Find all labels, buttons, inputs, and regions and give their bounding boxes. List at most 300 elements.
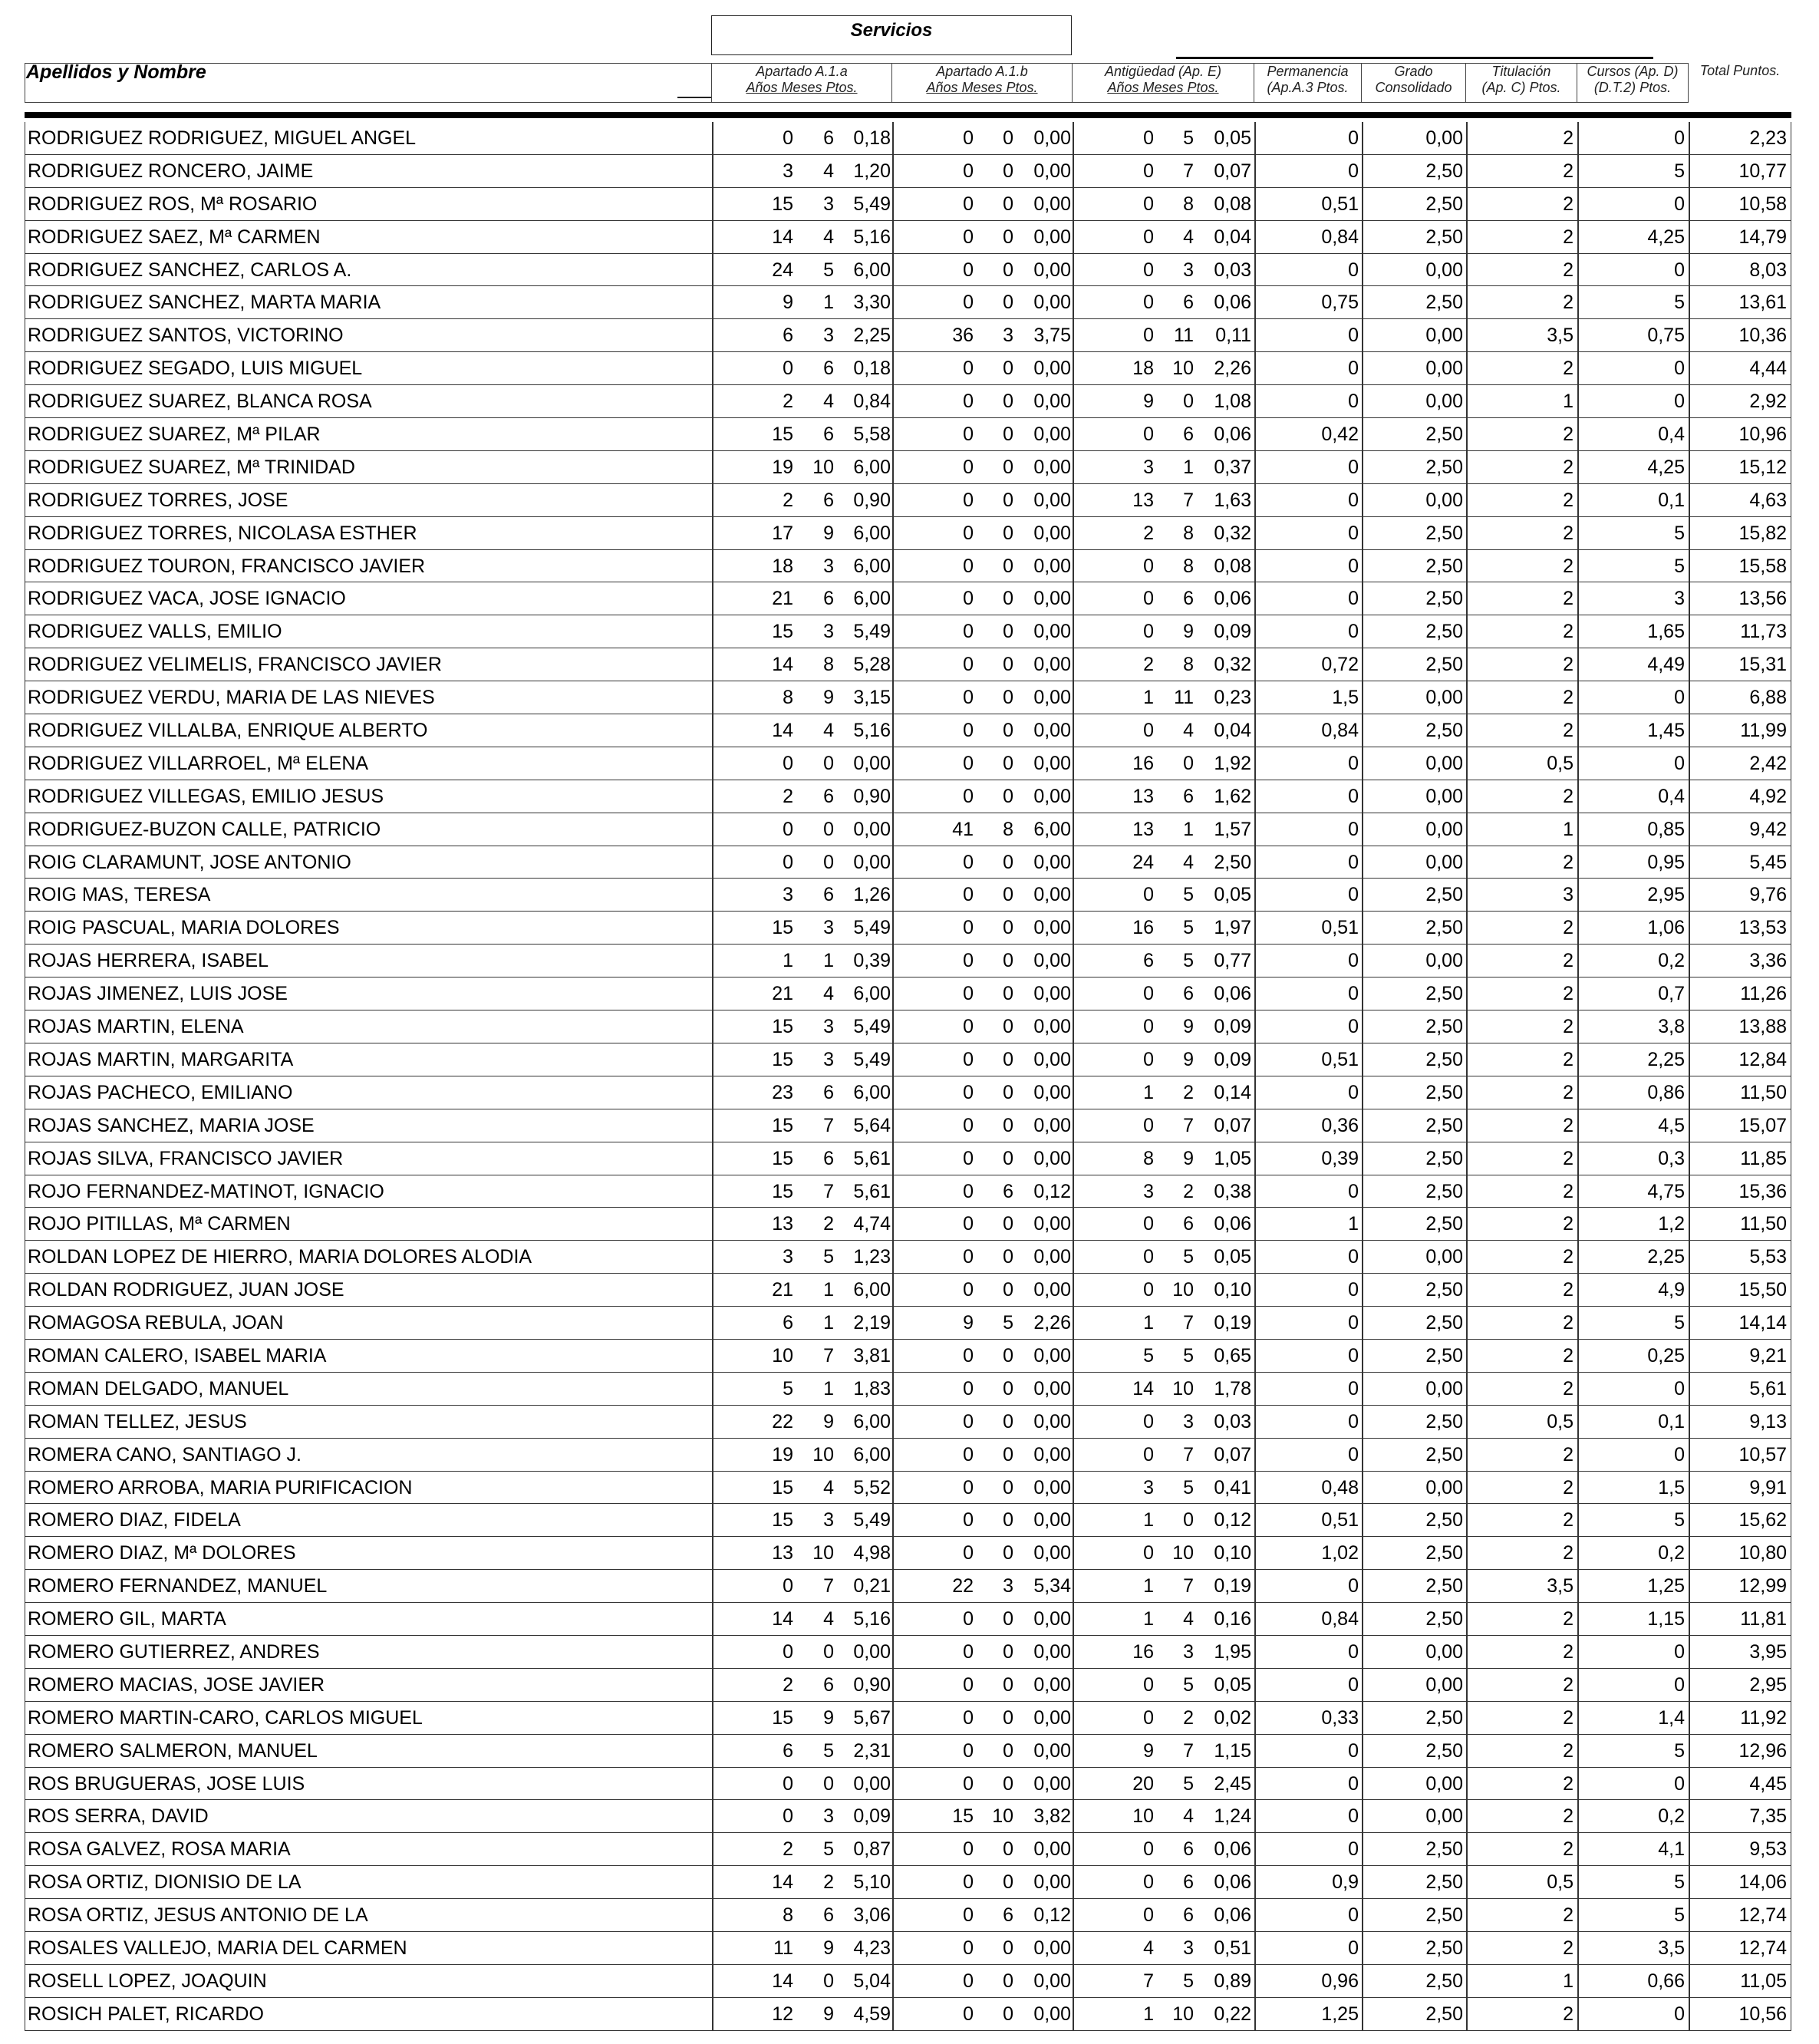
cell-a1b-meses: 0 (1003, 1114, 1013, 1136)
cell-total: 11,50 (1740, 1213, 1787, 1235)
column-divider (1689, 714, 1690, 747)
cell-a1b-meses: 0 (1003, 1871, 1013, 1894)
cell-total: 4,63 (1749, 489, 1787, 511)
cell-ant-meses: 0 (1183, 391, 1194, 413)
column-divider (712, 1439, 713, 1471)
cell-cursos: 3,8 (1658, 1016, 1685, 1038)
column-divider (892, 615, 894, 648)
cell-a1a-anos: 11 (773, 1937, 793, 1959)
cell-a1a-anos: 15 (772, 1509, 793, 1531)
cell-a1b-ptos: 0,00 (1033, 193, 1071, 215)
column-divider (1254, 1998, 1256, 2030)
cell-a1a-meses: 1 (823, 950, 834, 972)
cell-a1b-anos: 0 (963, 522, 974, 544)
cell-titulacion: 2 (1563, 2003, 1574, 2025)
column-divider (1362, 1043, 1363, 1076)
column-divider (1466, 484, 1468, 516)
cell-a1a-ptos: 0,84 (853, 391, 891, 413)
cell-a1b-meses: 0 (1003, 522, 1013, 544)
column-divider (1254, 517, 1256, 549)
cell-a1a-anos: 19 (772, 456, 793, 478)
cell-permanencia: 0,51 (1321, 193, 1359, 215)
cell-a1b-anos: 0 (963, 1246, 974, 1268)
column-divider (1466, 254, 1468, 286)
cell-titulacion: 2 (1563, 917, 1574, 939)
column-divider (1466, 1866, 1468, 1898)
cell-a1a-ptos: 5,16 (853, 226, 891, 248)
cell-a1a-meses: 3 (823, 1048, 834, 1070)
column-divider (1073, 1735, 1074, 1767)
column-divider (1362, 813, 1363, 846)
column-divider (1362, 1274, 1363, 1306)
cell-a1a-ptos: 4,23 (853, 1937, 891, 1959)
cell-grado: 0,00 (1425, 1246, 1463, 1268)
cell-ant-anos: 3 (1143, 1180, 1154, 1202)
column-divider (1254, 385, 1256, 417)
cell-a1a-ptos: 5,49 (853, 621, 891, 643)
cell-a1b-meses: 0 (1003, 1937, 1013, 1959)
cell-a1b-ptos: 0,00 (1033, 358, 1071, 380)
column-divider (1073, 813, 1074, 846)
column-divider (1073, 1800, 1074, 1832)
cell-permanencia: 0,84 (1321, 720, 1359, 742)
cell-a1b-meses: 0 (1003, 1377, 1013, 1399)
column-divider (1466, 418, 1468, 450)
column-divider (1689, 517, 1690, 549)
cell-titulacion: 2 (1563, 127, 1574, 149)
cell-a1a-meses: 9 (823, 1410, 834, 1432)
column-divider (1362, 1504, 1363, 1536)
column-divider (1689, 1373, 1690, 1405)
column-divider (1254, 1208, 1256, 1240)
cell-cursos: 0 (1674, 1772, 1685, 1795)
column-divider (1362, 714, 1363, 747)
cell-grado: 2,50 (1425, 1542, 1463, 1564)
cell-ant-ptos: 2,50 (1214, 851, 1251, 873)
cell-ant-ptos: 0,09 (1214, 1016, 1251, 1038)
cell-ant-anos: 5 (1143, 1344, 1154, 1367)
cell-titulacion: 2 (1563, 1509, 1574, 1531)
column-divider (1073, 615, 1074, 648)
column-divider (1689, 418, 1690, 450)
cell-total: 13,61 (1738, 292, 1787, 314)
cell-ant-ptos: 0,05 (1214, 1246, 1251, 1268)
cell-titulacion: 0,5 (1547, 752, 1574, 774)
cell-a1b-ptos: 0,00 (1033, 292, 1071, 314)
cell-a1b-ptos: 0,00 (1033, 1673, 1071, 1696)
cell-titulacion: 2 (1563, 785, 1574, 807)
cell-titulacion: 2 (1563, 1180, 1574, 1202)
cell-a1a-anos: 1 (783, 950, 793, 972)
cell-titulacion: 2 (1563, 1246, 1574, 1268)
column-divider (1466, 977, 1468, 1010)
table-row (25, 1109, 1791, 1142)
cell-cursos: 4,9 (1658, 1279, 1685, 1301)
cell-permanencia: 0,51 (1321, 1048, 1359, 1070)
table-row (25, 1768, 1791, 1801)
column-divider (1466, 1406, 1468, 1438)
table-row (25, 1537, 1791, 1570)
cell-total: 11,05 (1740, 1970, 1787, 1992)
cell-a1a-ptos: 5,67 (853, 1706, 891, 1729)
cell-a1a-meses: 6 (823, 588, 834, 610)
column-divider (892, 1208, 894, 1240)
cell-cursos: 0 (1674, 1377, 1685, 1399)
cell-titulacion: 2 (1563, 1377, 1574, 1399)
column-divider (1073, 1570, 1074, 1602)
table-row (25, 188, 1791, 221)
cell-a1a-meses: 3 (823, 621, 834, 643)
cell-a1a-ptos: 4,74 (853, 1213, 891, 1235)
cell-total: 9,53 (1749, 1838, 1787, 1861)
column-divider (1466, 1768, 1468, 1800)
column-divider (1689, 1669, 1690, 1701)
column-divider (1073, 1439, 1074, 1471)
cell-grado: 2,50 (1425, 1344, 1463, 1367)
column-divider (1466, 681, 1468, 714)
column-divider (1466, 747, 1468, 780)
table-row (25, 615, 1791, 648)
cell-a1b-anos: 0 (963, 1838, 974, 1861)
cell-a1a-meses: 3 (823, 917, 834, 939)
cell-a1b-ptos: 0,00 (1033, 1213, 1071, 1235)
cell-a1b-ptos: 3,82 (1033, 1805, 1071, 1828)
column-divider (712, 977, 713, 1010)
column-divider (1362, 385, 1363, 417)
header-grado-sub: Consolidado (1375, 80, 1452, 95)
column-divider (1577, 484, 1579, 516)
cell-a1b-anos: 0 (963, 752, 974, 774)
cell-titulacion: 1 (1563, 1970, 1574, 1992)
cell-titulacion: 2 (1563, 1706, 1574, 1729)
column-divider (1073, 1768, 1074, 1800)
cell-cursos: 1,5 (1658, 1476, 1685, 1498)
column-divider (1577, 1010, 1579, 1043)
table-row (25, 319, 1791, 352)
cell-a1a-ptos: 0,00 (853, 1640, 891, 1663)
cell-a1a-anos: 24 (772, 259, 793, 281)
column-divider (712, 1504, 713, 1536)
cell-cursos: 5 (1674, 1509, 1685, 1531)
cell-a1a-ptos: 6,00 (853, 259, 891, 281)
cell-ant-meses: 3 (1183, 1640, 1194, 1663)
cell-a1b-ptos: 0,00 (1033, 1246, 1071, 1268)
cell-ant-meses: 6 (1183, 785, 1194, 807)
column-divider (712, 1076, 713, 1109)
table-row (25, 879, 1791, 912)
column-divider (1577, 155, 1579, 187)
cell-total: 9,76 (1749, 884, 1787, 906)
column-divider (892, 1998, 894, 2030)
cell-ant-anos: 8 (1143, 1147, 1154, 1169)
cell-a1a-anos: 0 (783, 752, 793, 774)
cell-a1a-anos: 3 (783, 1246, 793, 1268)
cell-total: 4,92 (1749, 785, 1787, 807)
cell-name: RODRIGUEZ VERDU, MARIA DE LAS NIEVES (28, 687, 435, 709)
column-divider (892, 1043, 894, 1076)
cell-grado: 0,00 (1425, 950, 1463, 972)
cell-name: RODRIGUEZ SUAREZ, BLANCA ROSA (28, 391, 372, 413)
column-divider (892, 451, 894, 483)
cell-ant-anos: 0 (1143, 1443, 1154, 1465)
column-divider (1073, 1669, 1074, 1701)
cell-grado: 0,00 (1425, 687, 1463, 709)
cell-grado: 2,50 (1425, 917, 1463, 939)
name-header-underline (677, 97, 712, 98)
cell-a1a-anos: 6 (783, 1312, 793, 1334)
cell-a1b-anos: 0 (963, 1937, 974, 1959)
cell-titulacion: 2 (1563, 555, 1574, 577)
cell-ant-ptos: 0,04 (1214, 226, 1251, 248)
cell-grado: 2,50 (1425, 160, 1463, 182)
column-divider (1362, 286, 1363, 318)
column-divider (1466, 1669, 1468, 1701)
cell-permanencia: 0 (1348, 555, 1359, 577)
column-divider (1466, 1142, 1468, 1175)
cell-a1a-ptos: 6,00 (853, 1279, 891, 1301)
column-divider (892, 1109, 894, 1142)
cell-total: 13,53 (1738, 917, 1787, 939)
cell-permanencia: 0 (1348, 752, 1359, 774)
cell-total: 4,45 (1749, 1772, 1787, 1795)
cell-titulacion: 2 (1563, 654, 1574, 676)
cell-a1b-ptos: 0,00 (1033, 1739, 1071, 1762)
column-divider (1689, 155, 1690, 187)
cell-ant-ptos: 0,06 (1214, 292, 1251, 314)
column-divider (892, 879, 894, 911)
cell-ant-anos: 0 (1143, 1410, 1154, 1432)
cell-name: ROSA ORTIZ, JESUS ANTONIO DE LA (28, 1904, 368, 1927)
cell-a1b-anos: 0 (963, 1673, 974, 1696)
column-divider (1577, 1373, 1579, 1405)
cell-a1b-meses: 0 (1003, 654, 1013, 676)
column-divider (1254, 1965, 1256, 1997)
cell-cursos: 0 (1674, 1443, 1685, 1465)
column-divider (712, 1175, 713, 1208)
column-divider (892, 977, 894, 1010)
cell-grado: 2,50 (1425, 1114, 1463, 1136)
cell-ant-ptos: 0,77 (1214, 950, 1251, 972)
cell-a1b-ptos: 0,00 (1033, 1476, 1071, 1498)
cell-a1b-anos: 0 (963, 555, 974, 577)
cell-name: ROJO PITILLAS, Mª CARMEN (28, 1213, 291, 1235)
cell-ant-anos: 0 (1143, 884, 1154, 906)
cell-titulacion: 2 (1563, 1937, 1574, 1959)
cell-grado: 2,50 (1425, 1180, 1463, 1202)
column-divider (1577, 1800, 1579, 1832)
cell-a1a-anos: 12 (772, 2003, 793, 2025)
cell-a1b-ptos: 0,00 (1033, 1443, 1071, 1465)
cell-name: ROJO FERNANDEZ-MATINOT, IGNACIO (28, 1180, 384, 1202)
column-divider (712, 484, 713, 516)
cell-a1a-meses: 3 (823, 1805, 834, 1828)
cell-titulacion: 2 (1563, 1081, 1574, 1103)
column-divider (1577, 1109, 1579, 1142)
cell-a1b-ptos: 0,00 (1033, 456, 1071, 478)
cell-permanencia: 0 (1348, 456, 1359, 478)
table-row (25, 385, 1791, 418)
cell-ant-ptos: 1,97 (1214, 917, 1251, 939)
column-divider (1362, 517, 1363, 549)
cell-ant-meses: 5 (1183, 1344, 1194, 1367)
column-divider (1073, 352, 1074, 384)
column-divider (1466, 1636, 1468, 1668)
cell-a1b-ptos: 0,00 (1033, 588, 1071, 610)
cell-a1b-ptos: 0,00 (1033, 1838, 1071, 1861)
table-row (25, 1274, 1791, 1307)
cell-a1a-anos: 15 (772, 1016, 793, 1038)
cell-titulacion: 1 (1563, 818, 1574, 840)
cell-a1a-meses: 6 (823, 785, 834, 807)
cell-a1a-ptos: 3,30 (853, 292, 891, 314)
cell-a1a-meses: 6 (823, 1147, 834, 1169)
cell-ant-ptos: 0,08 (1214, 193, 1251, 215)
cell-a1b-meses: 0 (1003, 1443, 1013, 1465)
column-divider (1577, 1142, 1579, 1175)
cell-a1b-meses: 0 (1003, 358, 1013, 380)
column-divider (1254, 747, 1256, 780)
cell-a1a-anos: 13 (772, 1213, 793, 1235)
cell-a1b-anos: 0 (963, 1081, 974, 1103)
cell-total: 11,73 (1740, 621, 1787, 643)
cell-ant-anos: 0 (1143, 1871, 1154, 1894)
column-divider (1577, 1965, 1579, 1997)
column-divider (1254, 879, 1256, 911)
cell-a1a-ptos: 5,52 (853, 1476, 891, 1498)
table-row (25, 254, 1791, 287)
cell-ant-ptos: 1,78 (1214, 1377, 1251, 1399)
cell-ant-ptos: 2,26 (1214, 358, 1251, 380)
cell-a1a-ptos: 3,15 (853, 687, 891, 709)
cell-grado: 0,00 (1425, 127, 1463, 149)
cell-a1b-anos: 0 (963, 1640, 974, 1663)
cell-a1a-ptos: 4,98 (853, 1542, 891, 1564)
cell-ant-anos: 4 (1143, 1937, 1154, 1959)
cell-titulacion: 2 (1563, 1904, 1574, 1927)
cell-total: 12,99 (1738, 1575, 1787, 1597)
cell-name: ROSALES VALLEJO, MARIA DEL CARMEN (28, 1937, 407, 1959)
cell-name: ROMERO SALMERON, MANUEL (28, 1739, 318, 1762)
cell-permanencia: 0 (1348, 160, 1359, 182)
column-divider (1689, 122, 1690, 154)
cell-total: 11,26 (1740, 983, 1787, 1005)
column-divider (1254, 1043, 1256, 1076)
cell-ant-meses: 10 (1172, 2003, 1194, 2025)
cell-a1a-meses: 6 (823, 1673, 834, 1696)
cell-total: 9,21 (1749, 1344, 1787, 1367)
cell-permanencia: 0 (1348, 983, 1359, 1005)
column-divider (1362, 1932, 1363, 1964)
cell-a1b-ptos: 0,12 (1033, 1180, 1071, 1202)
cell-a1b-ptos: 0,00 (1033, 687, 1071, 709)
column-divider (1362, 1570, 1363, 1602)
cell-ant-meses: 10 (1172, 1542, 1194, 1564)
column-divider (1689, 912, 1690, 944)
column-divider (1689, 1406, 1690, 1438)
column-divider (1466, 122, 1468, 154)
column-divider (712, 1142, 713, 1175)
cell-ant-anos: 16 (1132, 917, 1154, 939)
cell-a1b-ptos: 2,26 (1033, 1312, 1071, 1334)
cell-name: ROIG CLARAMUNT, JOSE ANTONIO (28, 851, 351, 873)
column-divider (892, 1504, 894, 1536)
cell-grado: 2,50 (1425, 654, 1463, 676)
column-divider (1577, 286, 1579, 318)
cell-a1a-ptos: 6,00 (853, 456, 891, 478)
cell-a1b-anos: 0 (963, 1180, 974, 1202)
cell-ant-meses: 3 (1183, 1937, 1194, 1959)
cell-a1b-meses: 0 (1003, 1279, 1013, 1301)
column-divider (1254, 1439, 1256, 1471)
cell-total: 9,42 (1749, 818, 1787, 840)
column-divider (1254, 1241, 1256, 1273)
cell-permanencia: 1,02 (1321, 1542, 1359, 1564)
table-row (25, 1603, 1791, 1636)
column-divider (1073, 747, 1074, 780)
cell-ant-meses: 1 (1183, 818, 1194, 840)
column-divider (892, 1010, 894, 1043)
cell-a1a-meses: 3 (823, 555, 834, 577)
column-divider (1689, 1043, 1690, 1076)
cell-ant-meses: 5 (1183, 1476, 1194, 1498)
column-divider (1466, 1274, 1468, 1306)
cell-name: ROS BRUGUERAS, JOSE LUIS (28, 1772, 305, 1795)
column-divider (1577, 1899, 1579, 1931)
cell-a1b-anos: 0 (963, 1279, 974, 1301)
column-divider (1073, 1537, 1074, 1569)
column-divider (1073, 1307, 1074, 1339)
column-divider (712, 1537, 713, 1569)
column-divider (892, 1603, 894, 1635)
column-divider (892, 1570, 894, 1602)
cell-a1a-anos: 14 (772, 226, 793, 248)
cell-a1b-ptos: 0,00 (1033, 752, 1071, 774)
column-divider (892, 286, 894, 318)
cell-permanencia: 0 (1348, 1279, 1359, 1301)
column-divider (1362, 747, 1363, 780)
cell-titulacion: 2 (1563, 1542, 1574, 1564)
cell-ant-meses: 6 (1183, 292, 1194, 314)
cell-a1b-meses: 0 (1003, 160, 1013, 182)
cell-a1a-anos: 21 (772, 1279, 793, 1301)
column-divider (1073, 1932, 1074, 1964)
cell-a1a-anos: 19 (772, 1443, 793, 1465)
cell-a1b-meses: 0 (1003, 1608, 1013, 1630)
cell-ant-ptos: 0,14 (1214, 1081, 1251, 1103)
column-divider (1466, 1504, 1468, 1536)
column-divider (1254, 1899, 1256, 1931)
cell-name: ROMERO DIAZ, Mª DOLORES (28, 1542, 296, 1564)
cell-cursos: 1,15 (1647, 1608, 1685, 1630)
cell-cursos: 2,95 (1647, 884, 1685, 906)
column-divider (1466, 714, 1468, 747)
cell-grado: 0,00 (1425, 851, 1463, 873)
cell-a1a-anos: 8 (783, 687, 793, 709)
column-divider (1466, 1537, 1468, 1569)
column-divider (892, 747, 894, 780)
cell-titulacion: 2 (1563, 1147, 1574, 1169)
column-divider (1577, 1768, 1579, 1800)
column-divider (1362, 1768, 1363, 1800)
cell-total: 11,99 (1740, 720, 1787, 742)
cell-a1a-meses: 7 (823, 1180, 834, 1202)
column-divider (892, 1636, 894, 1668)
column-divider (1073, 780, 1074, 813)
column-divider (712, 1307, 713, 1339)
column-divider (1466, 1998, 1468, 2030)
cell-total: 15,12 (1738, 456, 1787, 478)
column-divider (1577, 385, 1579, 417)
